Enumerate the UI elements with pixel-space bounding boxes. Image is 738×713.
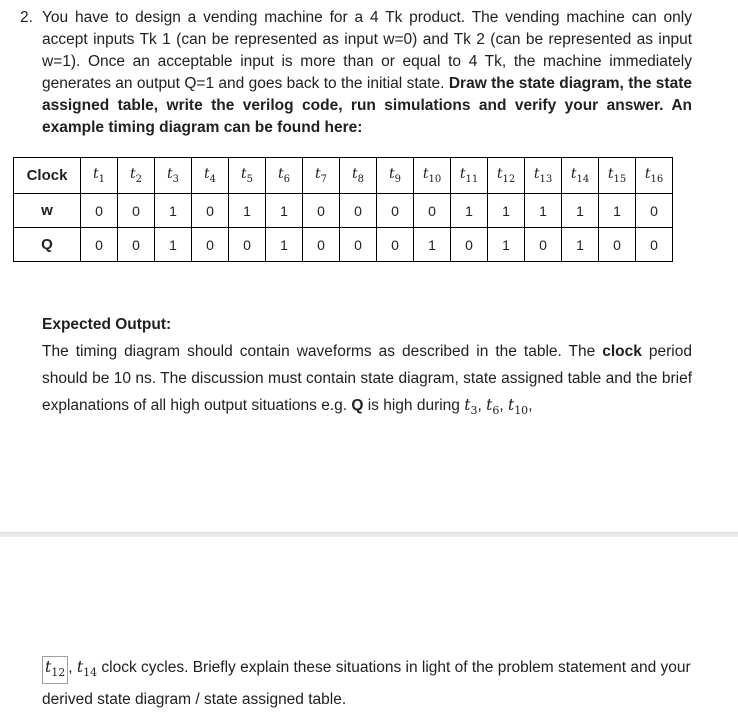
clock-subscript: 2 xyxy=(135,173,142,185)
expected-output-heading: Expected Output: xyxy=(42,316,172,333)
clock-cell-t12 xyxy=(488,158,525,194)
clock-cell-t1 xyxy=(81,158,118,194)
w-cell: 1 xyxy=(488,194,525,228)
expected-output-paragraph xyxy=(42,338,692,424)
clock-symbol: t xyxy=(351,166,358,183)
w-cell: 0 xyxy=(377,194,414,228)
math-separator: , xyxy=(68,659,77,676)
clock-cell-t2 xyxy=(118,158,155,194)
clock-symbol: t xyxy=(496,166,503,183)
w-cell: 0 xyxy=(118,194,155,228)
clock-subscript: 4 xyxy=(209,173,216,185)
clock-cell-t16 xyxy=(636,158,673,194)
clock-subscript: 1 xyxy=(98,173,105,185)
expected-text-a: The timing diagram should contain waveforms as described in the table. The xyxy=(42,343,603,360)
clock-subscript: 5 xyxy=(246,173,253,185)
clock-subscript: 3 xyxy=(172,173,179,185)
math-t6 xyxy=(486,396,500,418)
clock-cell-t9 xyxy=(377,158,414,194)
w-cell: 1 xyxy=(562,194,599,228)
w-cell: 0 xyxy=(303,194,340,228)
w-cell: 1 xyxy=(155,194,192,228)
timing-table xyxy=(13,157,673,262)
question-number: 2. xyxy=(20,9,33,26)
q-cell: 0 xyxy=(118,228,155,262)
clock-symbol: t xyxy=(422,166,429,183)
clock-symbol: t xyxy=(92,166,99,183)
clock-symbol: t xyxy=(277,166,284,183)
row-label-w: w xyxy=(14,194,81,228)
clock-cell-t8 xyxy=(340,158,377,194)
math-t10 xyxy=(507,396,529,418)
math-trailing-comma: , xyxy=(528,397,533,414)
clock-cell-t15 xyxy=(599,158,636,194)
continuation-text: clock cycles. Briefly explain these situations in light of the problem statement and your derived state diagram / state assigned table. xyxy=(42,659,691,709)
page-divider xyxy=(0,532,738,537)
clock-cell-t10 xyxy=(414,158,451,194)
math-t-symbol: t xyxy=(76,658,84,676)
clock-subscript: 6 xyxy=(283,173,290,185)
clock-subscript: 8 xyxy=(357,173,364,185)
clock-subscript: 7 xyxy=(320,173,327,185)
clock-subscript: 12 xyxy=(502,173,516,185)
w-cell: 1 xyxy=(451,194,488,228)
clock-subscript: 11 xyxy=(465,173,479,185)
q-cell: 0 xyxy=(525,228,562,262)
q-cell: 1 xyxy=(414,228,451,262)
clock-symbol: t xyxy=(166,166,173,183)
math-t-symbol: t xyxy=(45,658,52,676)
q-cell: 0 xyxy=(451,228,488,262)
q-cell: 1 xyxy=(488,228,525,262)
clock-symbol: t xyxy=(314,166,321,183)
math-sub: 14 xyxy=(83,666,98,680)
math-separator: , xyxy=(477,397,487,414)
clock-subscript: 10 xyxy=(428,173,442,185)
q-cell: 1 xyxy=(266,228,303,262)
q-cell: 0 xyxy=(377,228,414,262)
row-label-q: Q xyxy=(14,228,81,262)
w-cell: 0 xyxy=(81,194,118,228)
row-label-clock: Clock xyxy=(14,158,81,194)
question-text-intro: You have to design a vending machine for a 4 Tk product. The vending machine can only accept inputs Tk 1 (can be represented as input w=0) and Tk 2 (can be represented as input w=1). Once an acceptable input is more than or equal to 4 Tk, the machine immediately generates an output Q=1 and goes back to the initial state. xyxy=(42,9,692,92)
math-t-symbol: t xyxy=(464,396,471,414)
q-cell: 0 xyxy=(303,228,340,262)
expected-text-c: is high during xyxy=(363,397,465,414)
clock-symbol: t xyxy=(459,166,466,183)
clock-symbol: t xyxy=(203,166,210,183)
q-cell: 1 xyxy=(562,228,599,262)
w-cell: 1 xyxy=(229,194,266,228)
w-cell: 0 xyxy=(340,194,377,228)
w-cell: 1 xyxy=(266,194,303,228)
clock-symbol: t xyxy=(388,166,395,183)
clock-subscript: 9 xyxy=(394,173,401,185)
q-cell: 1 xyxy=(155,228,192,262)
timing-row-q xyxy=(14,228,673,262)
timing-row-clock xyxy=(14,158,673,194)
clock-subscript: 15 xyxy=(613,173,627,185)
math-t12-selected[interactable] xyxy=(42,656,68,684)
clock-symbol: t xyxy=(533,166,540,183)
clock-symbol: t xyxy=(570,166,577,183)
expected-text-q: Q xyxy=(351,397,364,414)
clock-symbol: t xyxy=(129,166,136,183)
clock-cell-t13 xyxy=(525,158,562,194)
q-cell: 0 xyxy=(599,228,636,262)
w-cell: 1 xyxy=(525,194,562,228)
q-cell: 0 xyxy=(340,228,377,262)
clock-symbol: t xyxy=(240,166,247,183)
math-sub: 10 xyxy=(514,404,529,418)
w-cell: 0 xyxy=(192,194,229,228)
math-separator: , xyxy=(499,397,508,414)
clock-subscript: 14 xyxy=(576,173,590,185)
math-sub: 12 xyxy=(51,666,66,680)
question-text-bold: Draw the state diagram, the state assigned table, write the verilog code, run simulations and verify your answer. An example timing diagram can be found here: xyxy=(42,75,692,136)
expected-text-clock: clock xyxy=(602,343,642,360)
math-t-symbol: t xyxy=(507,396,515,414)
clock-cell-t4 xyxy=(192,158,229,194)
clock-subscript: 16 xyxy=(650,173,664,185)
clock-cell-t14 xyxy=(562,158,599,194)
w-cell: 1 xyxy=(599,194,636,228)
clock-cell-t6 xyxy=(266,158,303,194)
clock-cell-t5 xyxy=(229,158,266,194)
math-sub: 6 xyxy=(492,404,500,418)
timing-row-w xyxy=(14,194,673,228)
q-cell: 0 xyxy=(81,228,118,262)
expected-output-section xyxy=(42,312,692,424)
question-block xyxy=(20,7,692,139)
clock-symbol: t xyxy=(607,166,614,183)
q-cell: 0 xyxy=(229,228,266,262)
math-t3 xyxy=(464,396,478,418)
math-t14 xyxy=(76,658,98,680)
continuation-paragraph xyxy=(42,654,692,713)
math-sub: 3 xyxy=(470,404,478,418)
clock-subscript: 13 xyxy=(539,173,553,185)
clock-symbol: t xyxy=(644,166,651,183)
clock-cell-t3 xyxy=(155,158,192,194)
clock-cell-t7 xyxy=(303,158,340,194)
w-cell: 0 xyxy=(636,194,673,228)
q-cell: 0 xyxy=(192,228,229,262)
question-text xyxy=(42,7,692,139)
math-t-symbol: t xyxy=(486,396,493,414)
w-cell: 0 xyxy=(414,194,451,228)
q-cell: 0 xyxy=(636,228,673,262)
expected-text-b: period should be 10 ns. The discussion must contain state diagram, state assigned table and the brief explanations of all high output situations e.g. xyxy=(42,343,692,414)
clock-cell-t11 xyxy=(451,158,488,194)
